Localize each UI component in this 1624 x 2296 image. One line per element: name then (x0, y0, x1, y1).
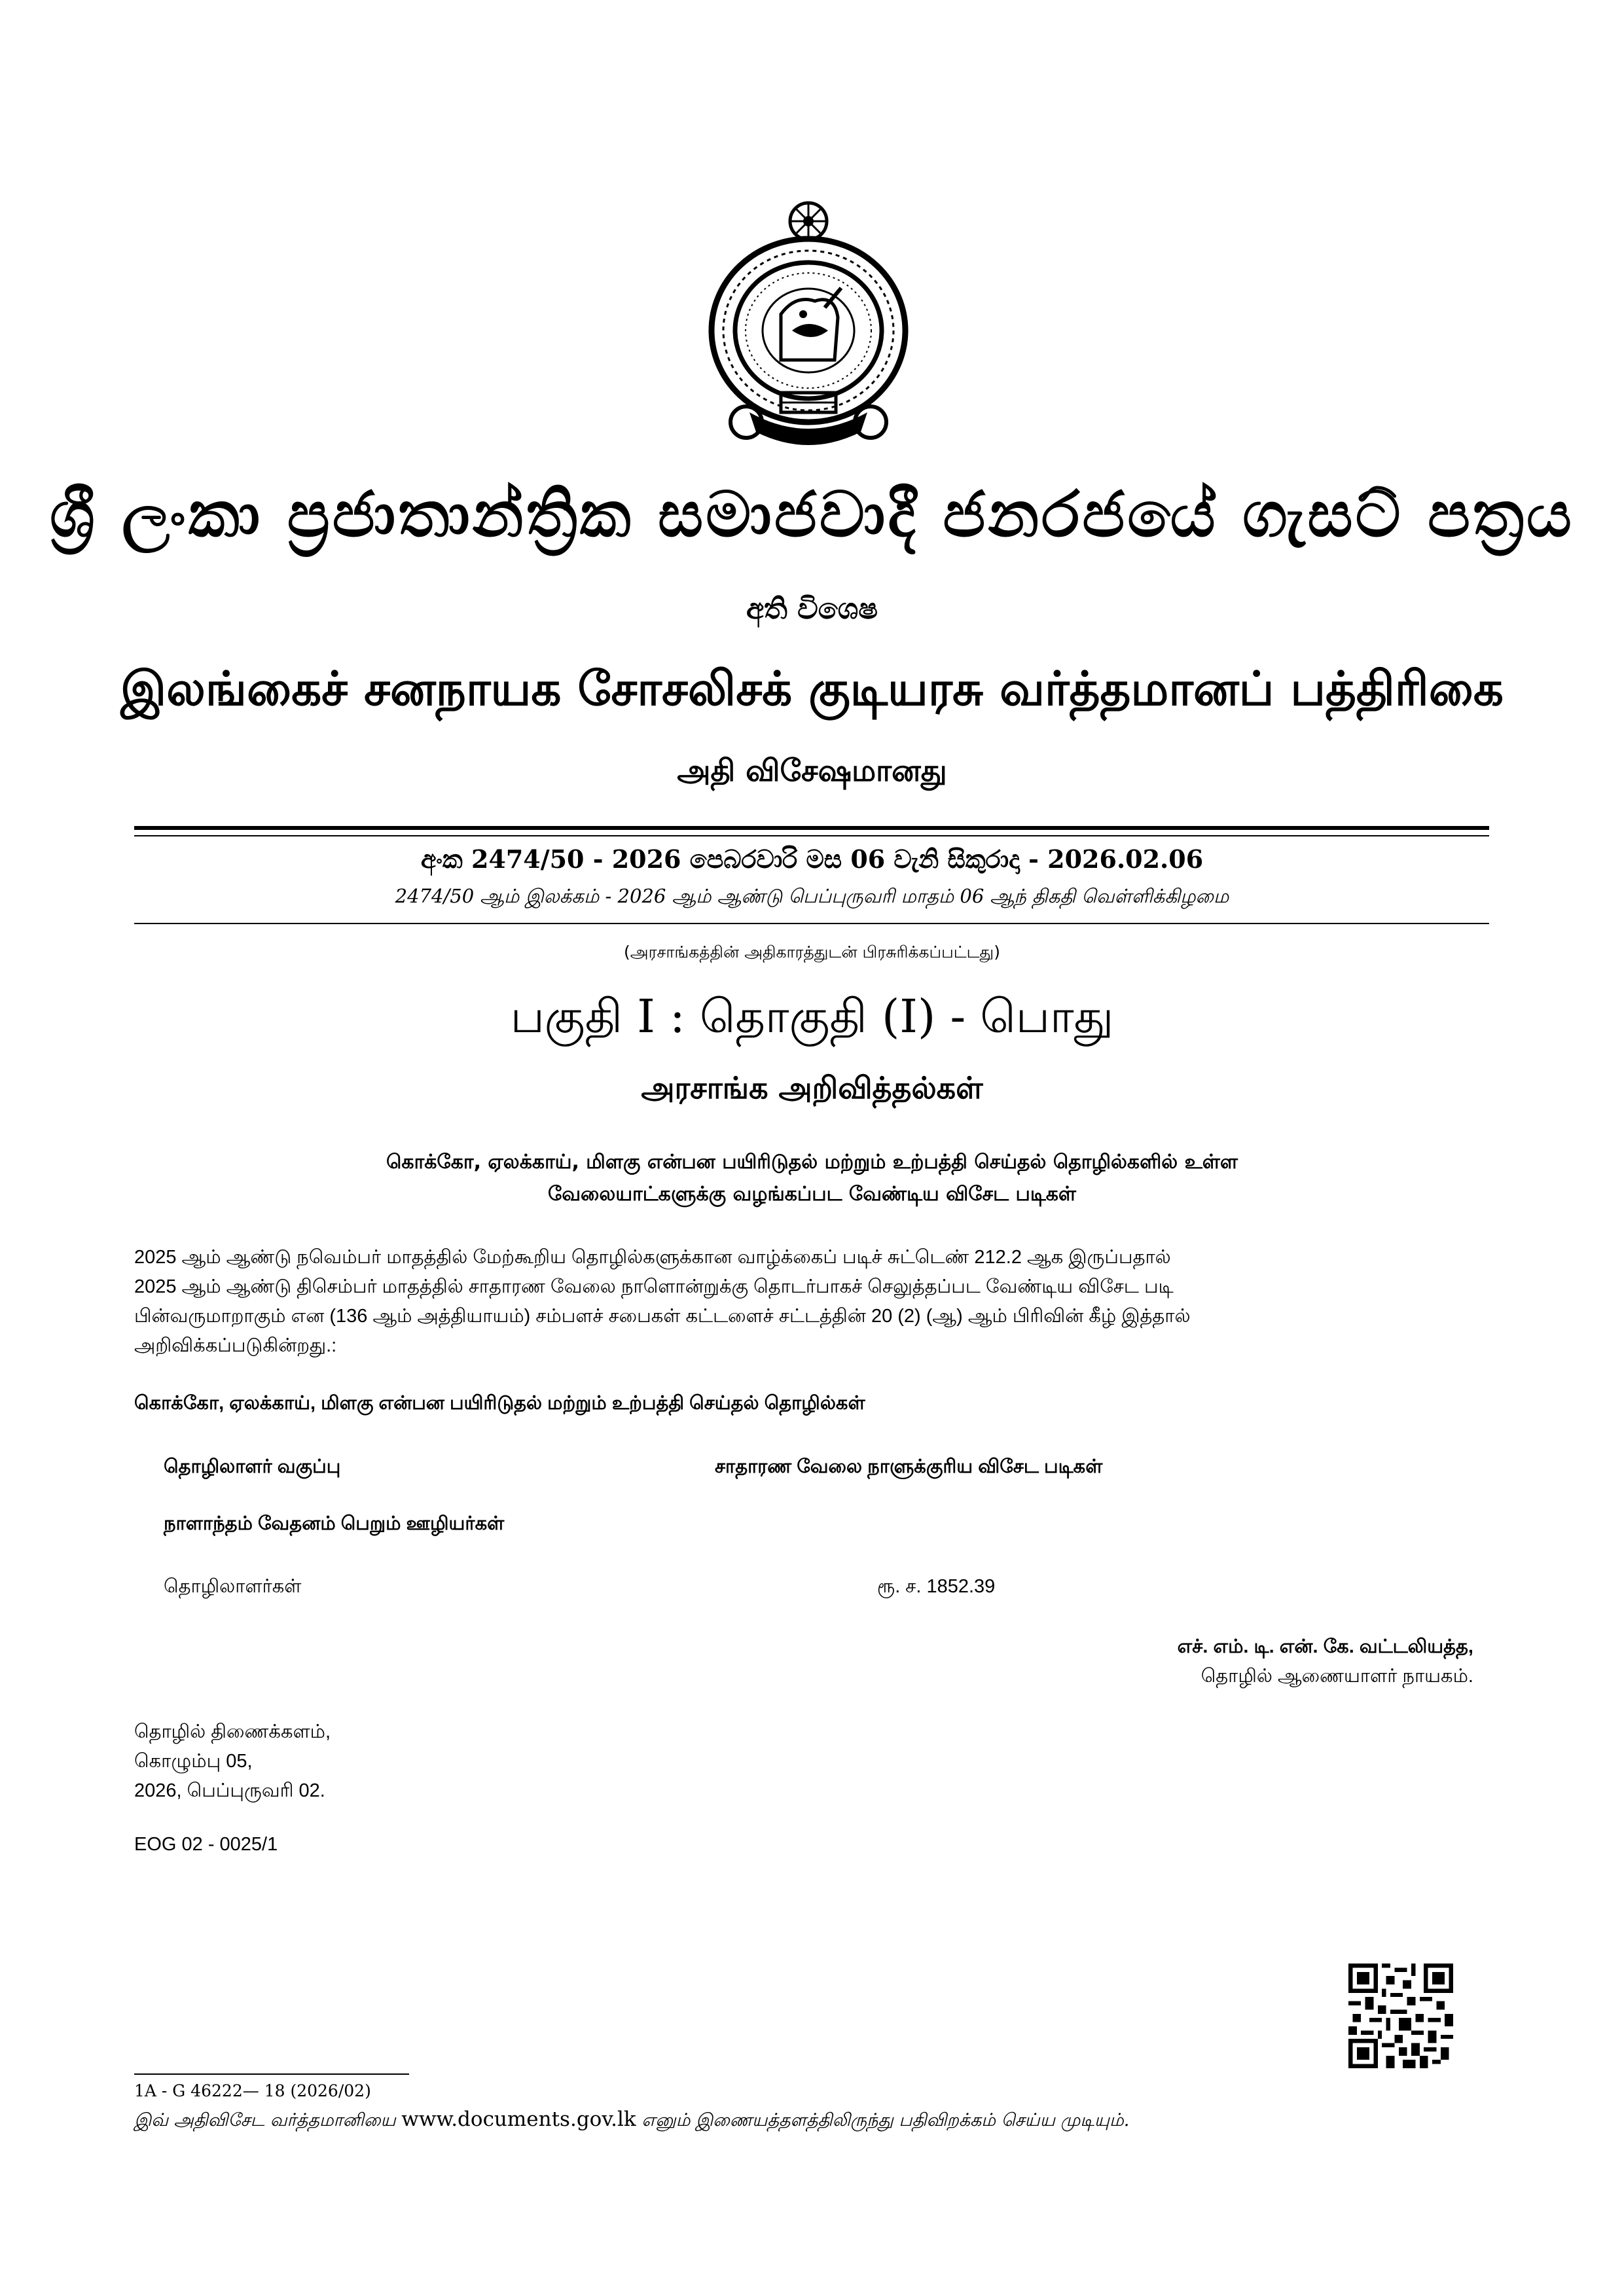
notice-title-line2: வேலையாட்களுக்கு வழங்கப்பட வேண்டிய விசேட படிகள் (548, 1183, 1076, 1206)
address-line1: தொழில் திணைக்களம், (134, 1721, 331, 1742)
table-row-value: ரூ. ச. 1852.39 (877, 1576, 996, 1597)
header-rule-thick (134, 826, 1489, 830)
part-heading: பகுதி I : தொகுதி (I) - பொது (510, 990, 1114, 1043)
table-row-label: தொழிலாளர்கள் (164, 1576, 302, 1597)
notice-title-line1: கொக்கோ, ஏலக்காய், மிளகு என்பன பயிரிடுதல் மற்றும் உற்பத்தி செய்தல் தொழில்களில் உள்ள (386, 1151, 1238, 1174)
section-heading: அரசாங்க அறிவித்தல்கள் (641, 1070, 983, 1105)
sinhala-masthead-subtitle: අති විශෙෂ (746, 592, 878, 626)
signatory-name: எச். எம். டி. என். கே. வட்டலியத்த, (1177, 1636, 1473, 1657)
col-worker-class: தொழிலாளர் வகுப்பு (164, 1456, 341, 1477)
emblem (704, 196, 913, 458)
address-line2: கொழும்பு 05, (134, 1751, 253, 1772)
issue-line-sinhala: අංක 2474/50 - 2026 පෙබරවාරි මස 06 වැනි සිකුරාදා - 2026.02.06 (420, 844, 1204, 874)
daily-wage-heading: நாளாந்தம் வேதனம் பெறும் ஊழியர்கள் (164, 1513, 505, 1534)
reference-number: EOG 02 - 0025/1 (134, 1834, 278, 1855)
sinhala-masthead-title: ශ්‍රී ලංකා ප්‍රජාතාන්ත්‍රික සමාජවාදී ජනරජයේ ගැසට් පත්‍රය (50, 478, 1574, 551)
footer-url[interactable]: www.documents.gov.lk (401, 2108, 636, 2131)
industry-heading: கொக்கோ, ஏலக்காய், மிளகு என்பன பயிரிடுதல் மற்றும் உற்பத்தி செய்தல் தொழில்கள் (134, 1393, 865, 1414)
qr-code-icon (1348, 1964, 1453, 2068)
notice-body-line1: 2025 ஆம் ஆண்டு நவெம்பர் மாதத்தில் மேற்கூறிய தொழில்களுக்கான வாழ்க்கைப் படிச் சுட்டெண் 212.2 ஆக இருப்பதால் (134, 1247, 1171, 1268)
emblem-icon (704, 196, 913, 458)
notice-body-line3: பின்வருமாறாகும் என (136 ஆம் அத்தியாயம்) சம்பளச் சபைகள் கட்டளைச் சட்டத்தின் 20 (2) (ஆ) ஆம் பிரிவின் கீழ் இத்தால் (134, 1306, 1191, 1327)
footer-suffix: எனும் இணையத்தளத்திலிருந்து பதிவிறக்கம் செய்ய முடியும். (641, 2110, 1130, 2130)
tamil-masthead-subtitle: அதி விசேஷமானது (677, 753, 947, 788)
notice-body-line4: அறிவிக்கப்படுகின்றது.: (134, 1335, 337, 1356)
issue-line-tamil: 2474/50 ஆம் இலக்கம் - 2026 ஆம் ஆண்டு பெப்புருவரி மாதம் 06 ஆந் திகதி வெள்ளிக்கிழமை (395, 885, 1229, 907)
signatory-title: தொழில் ஆணையாளர் நாயகம். (1200, 1666, 1473, 1687)
qr-code (1348, 1964, 1453, 2068)
authority-note: (அரசாங்கத்தின் அதிகாரத்துடன் பிரசுரிக்கப்பட்டது) (624, 942, 1000, 961)
issue-rule (134, 923, 1489, 924)
address-line3: 2026, பெப்புருவரி 02. (134, 1780, 325, 1801)
footer-download-note (134, 2108, 1129, 2133)
footer-code: 1A - G 46222— 18 (2026/02) (134, 2081, 371, 2100)
col-allowance: சாதாரண வேலை நாளுக்குரிய விசேட படிகள் (715, 1456, 1103, 1477)
footer-prefix: இவ் அதிவிசேட வர்த்தமானியை (134, 2110, 396, 2130)
footer-rule (134, 2073, 409, 2075)
header-rule-thin (134, 835, 1489, 836)
notice-body-line2: 2025 ஆம் ஆண்டு திசெம்பர் மாதத்தில் சாதாரண வேலை நாளொன்றுக்கு தொடர்பாகச் செலுத்தப்பட வேண்டிய விசேட படி (134, 1276, 1174, 1297)
tamil-masthead-title: இலங்கைச் சனநாயக சோசலிசக் குடியரசு வர்த்தமானப் பத்திரிகை (120, 661, 1504, 716)
